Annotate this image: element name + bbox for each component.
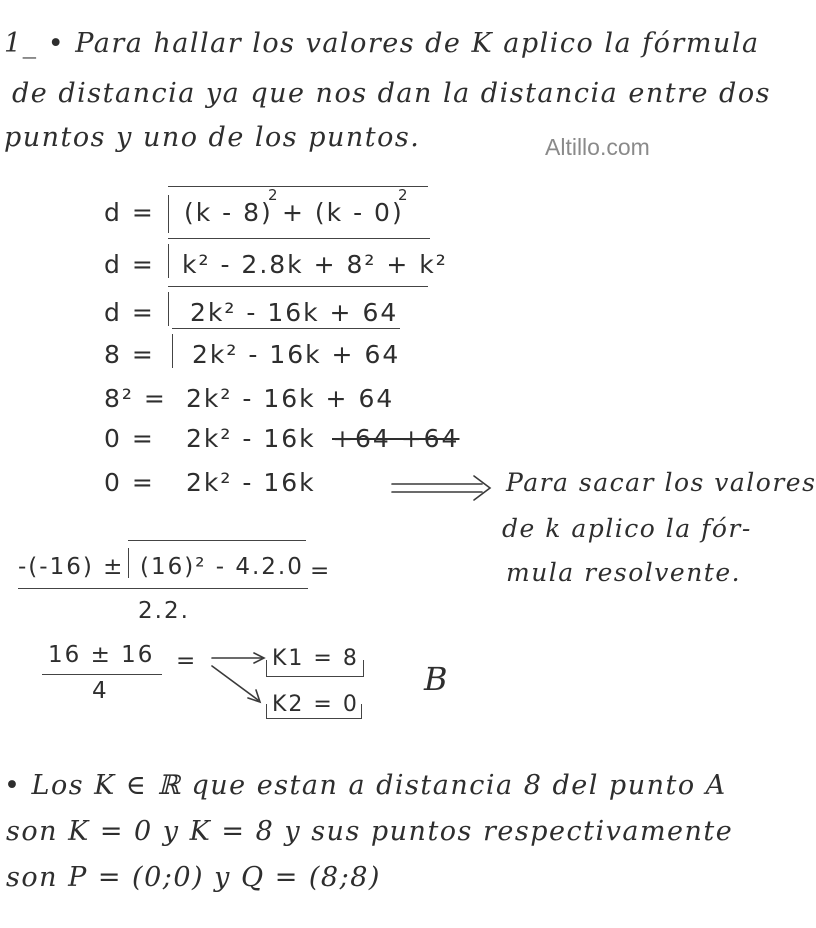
eq2-rhs: k² - 2.8k + 8² + k² xyxy=(182,250,448,279)
eq3-rhs: 2k² - 16k + 64 xyxy=(190,298,399,327)
side-note-line-2: de k aplico la fór- xyxy=(502,514,752,543)
eq2-lhs: d = xyxy=(104,250,155,279)
answer-letter: B xyxy=(424,660,450,698)
eq3-lhs: d = xyxy=(104,298,155,327)
k1-value: K1 = 8 xyxy=(272,646,359,671)
intro-line-3: puntos y uno de los puntos. xyxy=(4,122,421,153)
conclusion-line-1: • Los K ∈ ℝ que estan a distancia 8 del punto A xyxy=(4,770,727,801)
result-equals: = xyxy=(176,648,198,674)
eq7-rhs: 2k² - 16k xyxy=(186,468,316,497)
side-note-line-3: mula resolvente. xyxy=(506,558,742,587)
eq7-lhs: 0 = xyxy=(104,468,155,497)
double-arrow-icon xyxy=(392,476,490,500)
conclusion-line-2: son K = 0 y K = 8 y sus puntos respectivamente xyxy=(6,816,734,847)
side-note-line-1: Para sacar los valores xyxy=(506,468,816,497)
quadratic-denominator: 2.2. xyxy=(138,598,190,624)
eq1-lhs: d = xyxy=(104,198,155,227)
quadratic-equals: = xyxy=(310,558,332,584)
conclusion-line-3: son P = (0;0) y Q = (8;8) xyxy=(6,862,381,893)
eq4-lhs: 8 = xyxy=(104,340,155,369)
result-denominator: 4 xyxy=(92,678,109,704)
arrow-k2-icon xyxy=(212,666,260,702)
quadratic-radicand: (16)² - 4.2.0 xyxy=(140,554,304,580)
eq6-rhs: 2k² - 16k xyxy=(186,424,316,453)
eq5-rhs: 2k² - 16k + 64 xyxy=(186,384,395,413)
eq1-rhs-a: (k - 8) xyxy=(184,198,273,227)
intro-line-2: de distancia ya que nos dan la distancia entre dos xyxy=(12,78,771,109)
arrow-k1-icon xyxy=(212,653,264,663)
eq1-exp-a: 2 xyxy=(268,186,280,204)
eq6-strike: +64 +64 xyxy=(332,424,460,453)
watermark: Altillo.com xyxy=(545,134,650,160)
eq4-rhs: 2k² - 16k + 64 xyxy=(192,340,401,369)
quadratic-numerator: -(-16) ± xyxy=(18,554,125,580)
eq1-exp-b: 2 xyxy=(398,186,410,204)
eq5-lhs: 8² = xyxy=(104,384,167,413)
k2-value: K2 = 0 xyxy=(272,692,359,717)
result-numerator: 16 ± 16 xyxy=(48,642,155,668)
eq6-lhs: 0 = xyxy=(104,424,155,453)
eq1-rhs-b: + (k - 0) xyxy=(282,198,404,227)
intro-line-1: 1_ • Para hallar los valores de K aplico la fórmula xyxy=(4,28,760,59)
